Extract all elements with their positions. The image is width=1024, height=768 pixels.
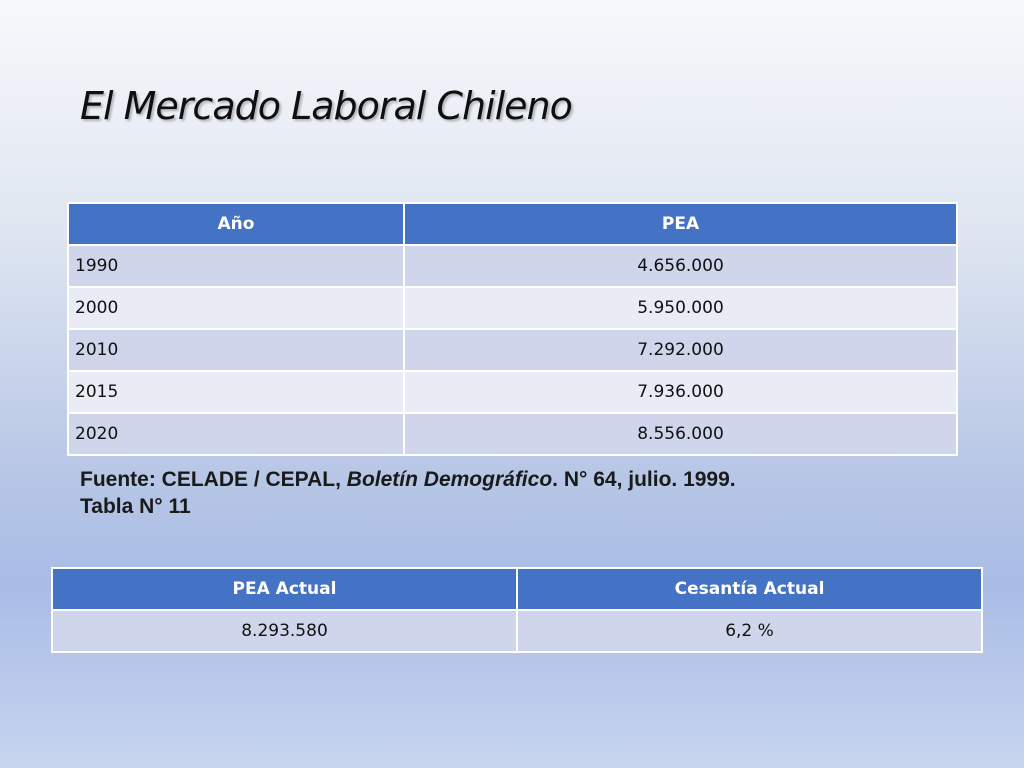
- table-row: [68, 413, 957, 455]
- pea-cell: 4.656.000: [404, 245, 957, 287]
- column-header-year: Año: [68, 203, 404, 245]
- source-prefix: Fuente: CELADE / CEPAL,: [80, 468, 347, 491]
- pea-cell: 7.936.000: [404, 371, 957, 413]
- source-note: [80, 466, 960, 520]
- year-cell: 1990: [68, 245, 404, 287]
- table-row: [68, 245, 957, 287]
- table-row: [68, 371, 957, 413]
- source-table-ref: Tabla N° 11: [80, 495, 191, 518]
- pea-cell: 8.556.000: [404, 413, 957, 455]
- pea-cell: 7.292.000: [404, 329, 957, 371]
- table-row: [52, 610, 982, 652]
- column-header-pea: PEA: [404, 203, 957, 245]
- source-publication: Boletín Demográfico: [346, 468, 553, 491]
- year-cell: 2010: [68, 329, 404, 371]
- pea-table: [67, 202, 958, 456]
- source-suffix: . N° 64, julio. 1999.: [552, 468, 736, 491]
- column-header-cesantia-actual: Cesantía Actual: [517, 568, 982, 610]
- column-header-pea-actual: PEA Actual: [52, 568, 517, 610]
- pea-cell: 5.950.000: [404, 287, 957, 329]
- year-cell: 2000: [68, 287, 404, 329]
- actual-table: [51, 567, 983, 653]
- table-header-row: [52, 568, 982, 610]
- cesantia-actual-cell: 6,2 %: [517, 610, 982, 652]
- year-cell: 2015: [68, 371, 404, 413]
- pea-actual-cell: 8.293.580: [52, 610, 517, 652]
- year-cell: 2020: [68, 413, 404, 455]
- table-row: [68, 287, 957, 329]
- slide-title: El Mercado Laboral Chileno: [80, 84, 572, 128]
- table-row: [68, 329, 957, 371]
- table-header-row: [68, 203, 957, 245]
